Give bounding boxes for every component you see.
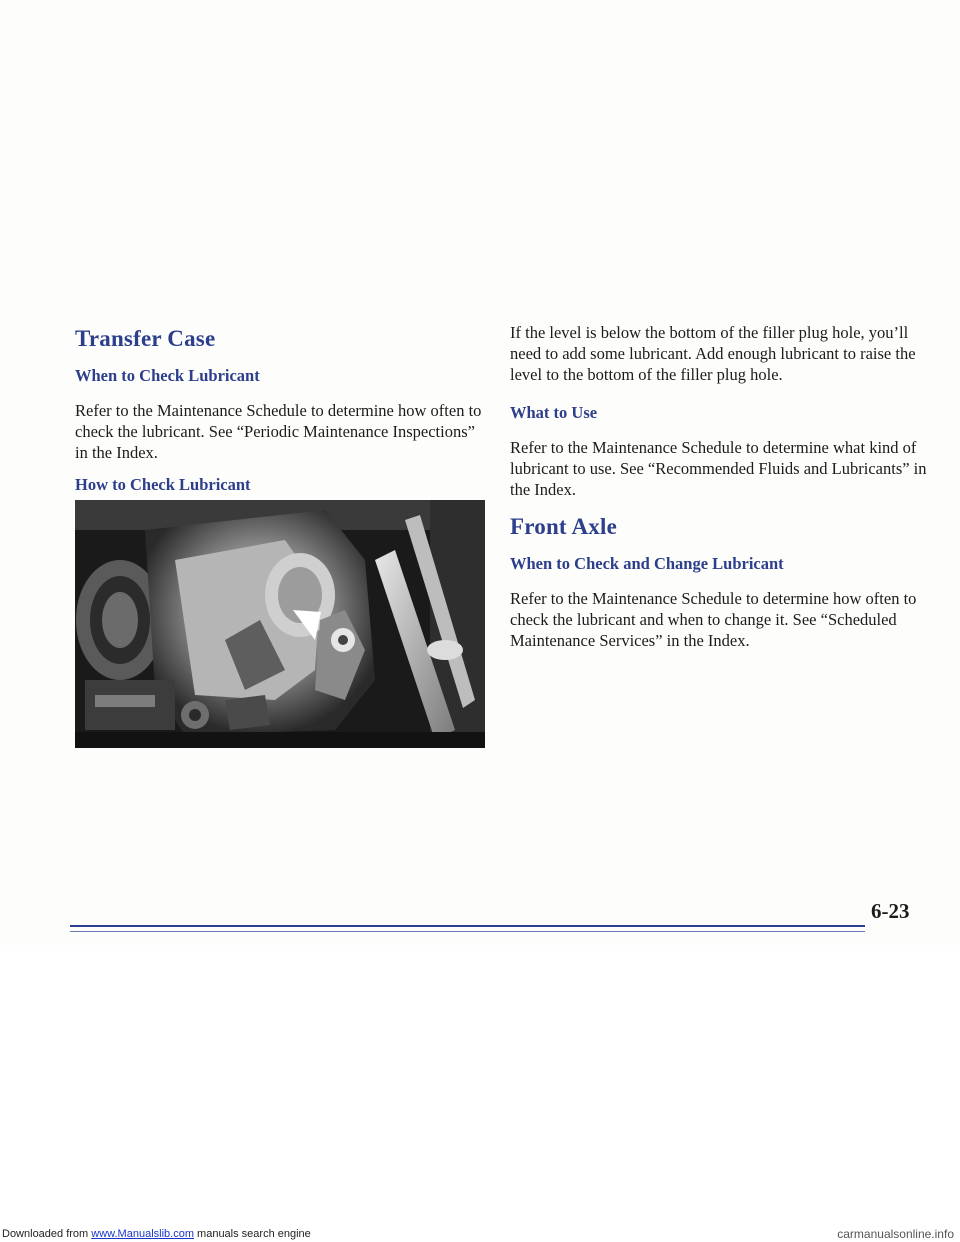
subheading-what-to-use: What to Use: [510, 403, 598, 422]
right-column: [510, 322, 930, 651]
footer-rule: [70, 925, 865, 936]
subheading-when-to-check: When to Check Lubricant: [75, 366, 260, 385]
subheading-how-to-check: How to Check Lubricant: [75, 475, 251, 494]
rule-line: [70, 925, 865, 927]
download-footer: [2, 1226, 958, 1242]
paragraph-when-to-change: Refer to the Maintenance Schedule to determine how often to check the lubricant and when to change it. See “Scheduled Maintenance Services” in the Index.: [510, 589, 917, 650]
rule-line-thin: [70, 931, 865, 932]
paragraph-add-lubricant: If the level is below the bottom of the filler plug hole, you’ll need to add some lubricant. Add enough lubricant to raise the level to the bottom of the filler plug hole.: [510, 323, 916, 384]
watermark-text: carmanualsonline.info: [837, 1227, 954, 1241]
paragraph-when-to-check: Refer to the Maintenance Schedule to determine how often to check the lubricant. See “Periodic Maintenance Inspections” in the Index.: [75, 401, 482, 462]
footer-prefix: Downloaded from: [2, 1228, 92, 1240]
subheading-when-to-change: When to Check and Change Lubricant: [510, 554, 784, 573]
heading-front-axle: Front Axle: [510, 514, 617, 539]
left-column: [75, 326, 485, 495]
heading-transfer-case: Transfer Case: [75, 326, 216, 351]
transfer-case-photo: [75, 500, 485, 748]
page-number: 6-23: [871, 899, 910, 923]
footer-suffix: manuals search engine: [193, 1228, 311, 1240]
manualslib-link[interactable]: www.Manualslib.com: [91, 1228, 194, 1240]
paragraph-what-to-use: Refer to the Maintenance Schedule to determine what kind of lubricant to use. See “Recommended Fluids and Lubricants” in the Index.: [510, 438, 927, 499]
